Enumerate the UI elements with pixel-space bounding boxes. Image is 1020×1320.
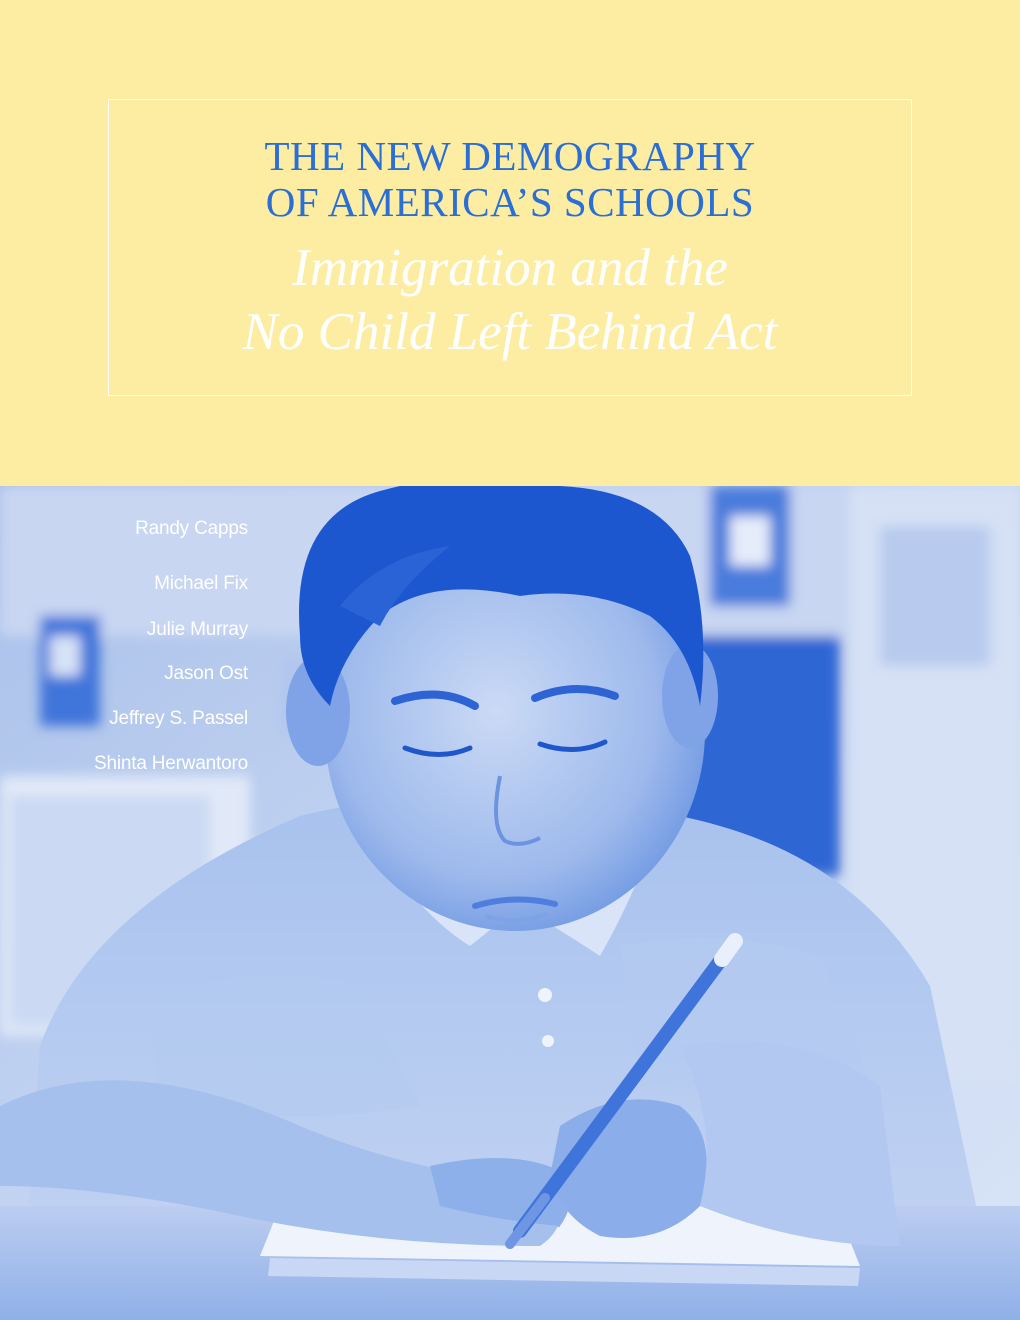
title-line-2: OF AMERICA’S SCHOOLS [265, 179, 755, 225]
author-name: Julie Murray [146, 619, 248, 640]
author-name: Randy Capps [135, 518, 248, 539]
subtitle-line-1: Immigration and the [292, 239, 728, 297]
author-name: Jeffrey S. Passel [109, 708, 248, 729]
title-band [0, 0, 1020, 486]
author-name: Shinta Herwantoro [94, 753, 248, 774]
author-name: Michael Fix [154, 573, 248, 594]
cover-photo [0, 486, 1020, 1320]
boy-writing-photo [0, 486, 1020, 1320]
title-line-1: THE NEW DEMOGRAPHY [264, 133, 756, 179]
author-name: Jason Ost [164, 663, 248, 684]
subtitle-line-2: No Child Left Behind Act [242, 303, 778, 361]
